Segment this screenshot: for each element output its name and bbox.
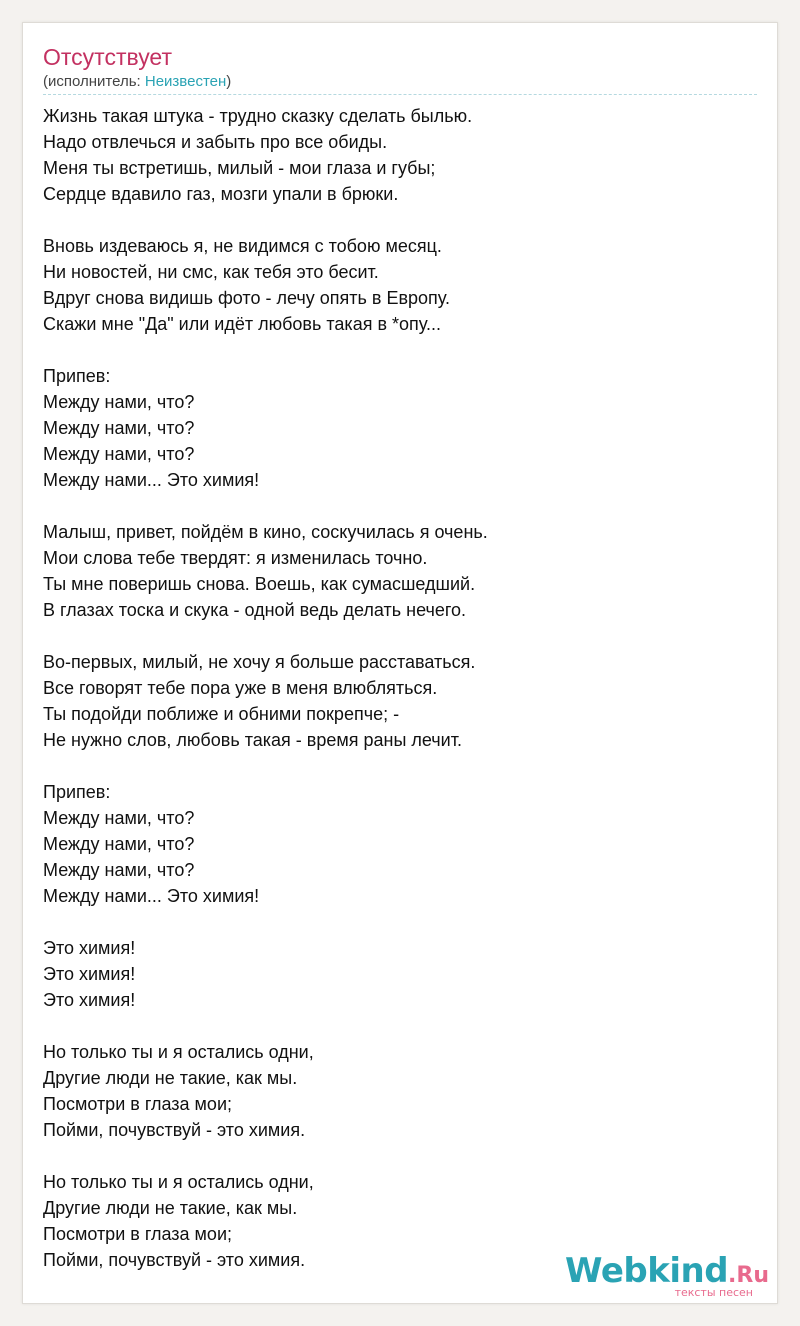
lyric-line: Это химия! — [43, 990, 136, 1010]
lyric-line: Другие люди не такие, как мы. — [43, 1198, 298, 1218]
lyric-line: Все говорят тебе пора уже в меня влюбляться. — [43, 678, 438, 698]
lyric-line: Посмотри в глаза мои; — [43, 1094, 232, 1114]
lyric-line: Посмотри в глаза мои; — [43, 1224, 232, 1244]
lyric-line: Жизнь такая штука - трудно сказку сделать былью. — [43, 106, 473, 126]
lyric-line: Между нами, что? — [43, 834, 195, 854]
lyric-line: Ни новостей, ни смс, как тебя это бесит. — [43, 262, 379, 282]
lyric-line: Ты мне поверишь снова. Воешь, как сумасшедший. — [43, 574, 476, 594]
lyric-line: Скажи мне "Да" или идёт любовь такая в *опу... — [43, 314, 441, 334]
lyric-line: Но только ты и я остались одни, — [43, 1042, 314, 1062]
lyric-line: Малыш, привет, пойдём в кино, соскучилась я очень. — [43, 522, 488, 542]
lyric-line: Пойми, почувствуй - это химия. — [43, 1250, 306, 1270]
logo-tld: .Ru — [728, 1263, 769, 1288]
lyric-line: Это химия! — [43, 938, 136, 958]
lyric-line: Вновь издеваюсь я, не видимся с тобою месяц. — [43, 236, 442, 256]
lyric-line: Между нами... Это химия! — [43, 470, 260, 490]
logo-name: Webkind — [565, 1251, 729, 1291]
lyric-line: Но только ты и я остались одни, — [43, 1172, 314, 1192]
artist-suffix: ) — [226, 73, 232, 90]
verse — [43, 935, 759, 1013]
lyric-line: Вдруг снова видишь фото - лечу опять в Европу. — [43, 288, 450, 308]
lyric-line: Другие люди не такие, как мы. — [43, 1068, 298, 1088]
lyrics-card — [22, 22, 778, 1304]
verse — [43, 1039, 759, 1143]
lyric-line: Пойми, почувствуй - это химия. — [43, 1120, 306, 1140]
lyrics-text — [43, 103, 759, 1299]
lyric-line: Во-первых, милый, не хочу я больше расставаться. — [43, 652, 476, 672]
song-title: Отсутствует — [43, 44, 172, 70]
logo-tagline: тексты песен — [674, 1286, 753, 1299]
title-divider — [43, 94, 757, 95]
verse — [43, 233, 759, 337]
lyric-line: Между нами, что? — [43, 392, 195, 412]
artist-link[interactable]: Неизвестен — [144, 73, 227, 90]
lyric-line: Припев: — [43, 782, 111, 802]
verse — [43, 779, 759, 909]
lyric-line: В глазах тоска и скука - одной ведь делать нечего. — [43, 600, 467, 620]
verse — [43, 649, 759, 753]
lyric-line: Надо отвлечься и забыть про все обиды. — [43, 132, 388, 152]
lyric-line: Между нами... Это химия! — [43, 886, 260, 906]
verse — [43, 103, 759, 207]
artist-prefix: (исполнитель: — [43, 73, 145, 90]
lyric-line: Меня ты встретишь, милый - мои глаза и губы; — [43, 158, 436, 178]
verse — [43, 363, 759, 493]
lyric-line: Между нами, что? — [43, 808, 195, 828]
verse — [43, 519, 759, 623]
artist-line — [43, 73, 231, 91]
lyric-line: Припев: — [43, 366, 111, 386]
lyric-line: Это химия! — [43, 964, 136, 984]
site-logo[interactable] — [565, 1251, 769, 1301]
lyric-line: Сердце вдавило газ, мозги упали в брюки. — [43, 184, 399, 204]
lyric-line: Ты подойди поближе и обними покрепче; - — [43, 704, 400, 724]
lyric-line: Между нами, что? — [43, 418, 195, 438]
lyric-line: Между нами, что? — [43, 444, 195, 464]
lyric-line: Между нами, что? — [43, 860, 195, 880]
lyric-line: Мои слова тебе твердят: я изменилась точно. — [43, 548, 428, 568]
lyric-line: Не нужно слов, любовь такая - время раны лечит. — [43, 730, 462, 750]
